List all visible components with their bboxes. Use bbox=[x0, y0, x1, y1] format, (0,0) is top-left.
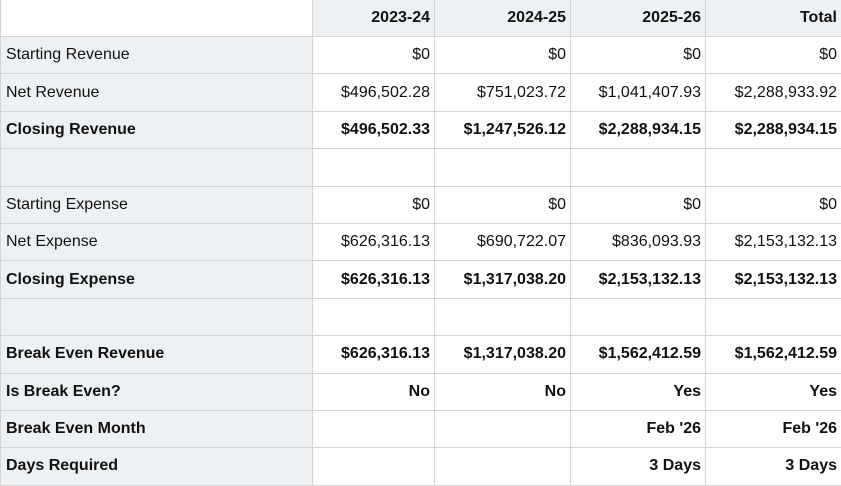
table-cell[interactable] bbox=[313, 448, 435, 485]
table-cell[interactable] bbox=[435, 299, 571, 336]
table-cell[interactable]: $751,023.72 bbox=[435, 74, 571, 111]
table-cell[interactable]: $2,288,934.15 bbox=[706, 112, 841, 149]
table-cell[interactable]: $0 bbox=[706, 187, 841, 224]
header-corner bbox=[1, 0, 313, 37]
table-cell[interactable]: 3 Days bbox=[706, 448, 841, 485]
row-label[interactable]: Closing Revenue bbox=[1, 112, 313, 149]
table-cell[interactable] bbox=[571, 299, 706, 336]
row-label[interactable]: Days Required bbox=[1, 448, 313, 485]
table-cell[interactable]: $1,562,412.59 bbox=[706, 336, 841, 373]
row-label[interactable]: Starting Expense bbox=[1, 187, 313, 224]
row-label[interactable]: Net Revenue bbox=[1, 74, 313, 111]
table-cell[interactable]: $0 bbox=[435, 37, 571, 74]
table-cell[interactable]: Yes bbox=[571, 374, 706, 411]
table-cell[interactable]: $2,288,933.92 bbox=[706, 74, 841, 111]
table-cell[interactable]: $690,722.07 bbox=[435, 224, 571, 261]
table-cell[interactable] bbox=[706, 149, 841, 186]
table-cell[interactable]: $626,316.13 bbox=[313, 261, 435, 298]
table-cell[interactable] bbox=[571, 149, 706, 186]
table-cell[interactable]: $1,317,038.20 bbox=[435, 336, 571, 373]
column-header[interactable]: 2024-25 bbox=[435, 0, 571, 37]
table-cell[interactable]: $2,288,934.15 bbox=[571, 112, 706, 149]
table-cell[interactable]: Yes bbox=[706, 374, 841, 411]
table-cell[interactable]: $1,041,407.93 bbox=[571, 74, 706, 111]
table-cell[interactable] bbox=[435, 411, 571, 448]
row-label[interactable]: Break Even Revenue bbox=[1, 336, 313, 373]
table-cell[interactable]: Feb '26 bbox=[706, 411, 841, 448]
row-label[interactable] bbox=[1, 149, 313, 186]
column-header[interactable]: Total bbox=[706, 0, 841, 37]
row-label[interactable]: Is Break Even? bbox=[1, 374, 313, 411]
table-cell[interactable]: $1,317,038.20 bbox=[435, 261, 571, 298]
table-cell[interactable]: No bbox=[435, 374, 571, 411]
table-cell[interactable]: $496,502.28 bbox=[313, 74, 435, 111]
table-cell[interactable]: $1,562,412.59 bbox=[571, 336, 706, 373]
table-cell[interactable] bbox=[313, 149, 435, 186]
table-cell[interactable]: $2,153,132.13 bbox=[706, 261, 841, 298]
table-cell[interactable]: $2,153,132.13 bbox=[571, 261, 706, 298]
column-header[interactable]: 2023-24 bbox=[313, 0, 435, 37]
table-cell[interactable] bbox=[313, 299, 435, 336]
table-cell[interactable] bbox=[435, 448, 571, 485]
table-cell[interactable]: Feb '26 bbox=[571, 411, 706, 448]
row-label[interactable] bbox=[1, 299, 313, 336]
table-cell[interactable]: $836,093.93 bbox=[571, 224, 706, 261]
table-cell[interactable] bbox=[313, 411, 435, 448]
table-cell[interactable]: $0 bbox=[571, 187, 706, 224]
table-cell[interactable] bbox=[435, 149, 571, 186]
table-cell[interactable]: $1,247,526.12 bbox=[435, 112, 571, 149]
table-cell[interactable]: $0 bbox=[706, 37, 841, 74]
table-cell[interactable]: $626,316.13 bbox=[313, 224, 435, 261]
table-cell[interactable]: $0 bbox=[571, 37, 706, 74]
row-label[interactable]: Net Expense bbox=[1, 224, 313, 261]
table-cell[interactable]: $626,316.13 bbox=[313, 336, 435, 373]
table-cell[interactable]: 3 Days bbox=[571, 448, 706, 485]
table-cell[interactable]: $0 bbox=[435, 187, 571, 224]
row-label[interactable]: Break Even Month bbox=[1, 411, 313, 448]
table-cell[interactable]: No bbox=[313, 374, 435, 411]
table-cell[interactable] bbox=[706, 299, 841, 336]
table-cell[interactable]: $0 bbox=[313, 187, 435, 224]
table-cell[interactable]: $0 bbox=[313, 37, 435, 74]
table-cell[interactable]: $496,502.33 bbox=[313, 112, 435, 149]
row-label[interactable]: Starting Revenue bbox=[1, 37, 313, 74]
column-header[interactable]: 2025-26 bbox=[571, 0, 706, 37]
row-label[interactable]: Closing Expense bbox=[1, 261, 313, 298]
table-cell[interactable]: $2,153,132.13 bbox=[706, 224, 841, 261]
